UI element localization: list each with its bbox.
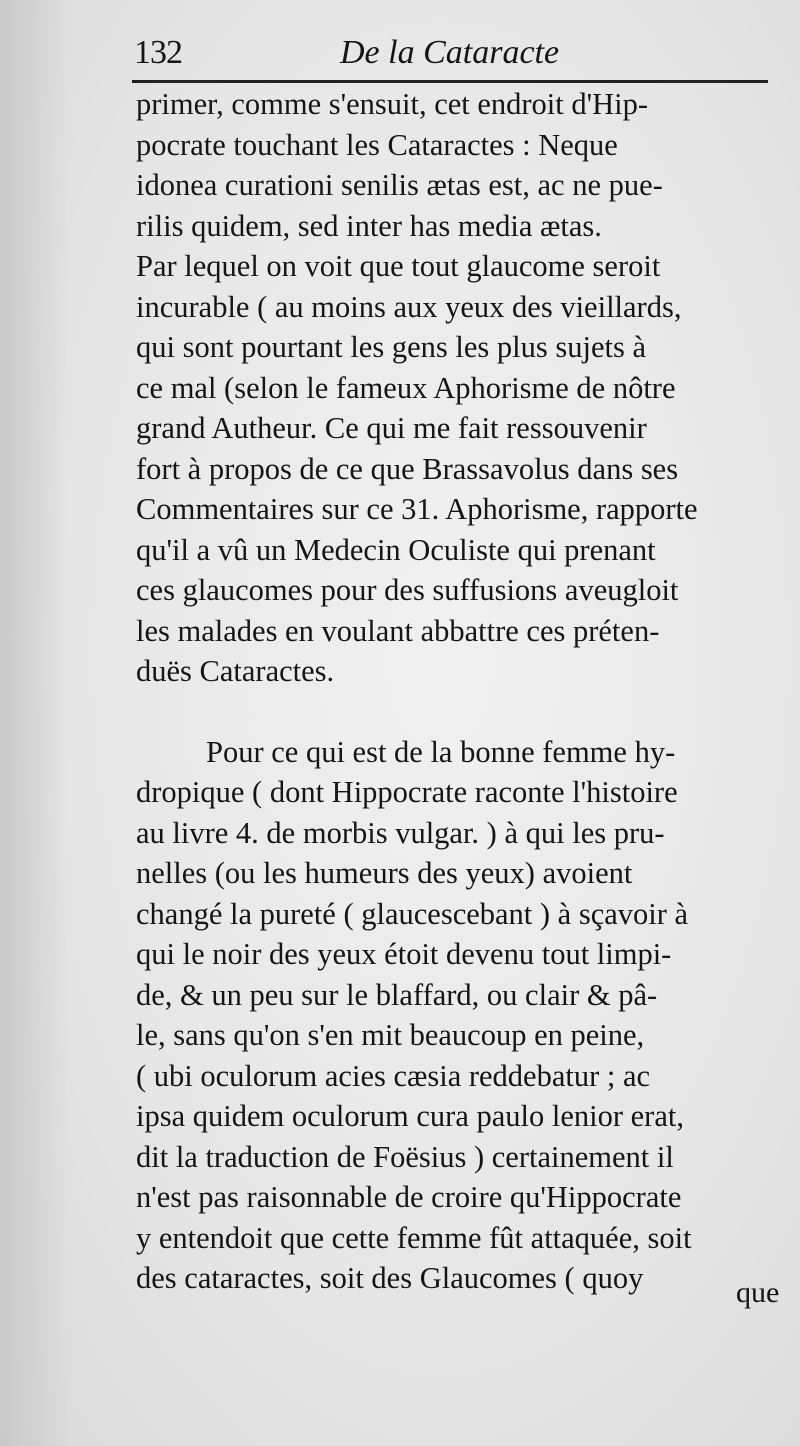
text-line: des cataractes, soit des Glaucomes ( quoy: [136, 1261, 644, 1295]
text-line: n'est pas raisonnable de croire qu'Hippocrate: [136, 1180, 682, 1214]
page-gutter-shadow: [0, 0, 70, 1446]
text-line: incurable ( au moins aux yeux des vieillards,: [136, 289, 682, 324]
text-line: changé la pureté ( glaucescebant ) à sçavoir à: [136, 896, 689, 931]
text-line: de, & un peu sur le blaffard, ou clair & pâ-: [136, 977, 658, 1012]
text-block: [136, 84, 776, 1299]
text-line: y entendoit que cette femme fût attaquée, soit: [136, 1220, 692, 1255]
text-line: qu'il a vû un Medecin Oculiste qui prenant: [136, 532, 656, 567]
text-line: fort à propos de ce que Brassavolus dans ses: [136, 451, 679, 486]
text-line: primer, comme s'ensuit, cet endroit d'Hip-: [136, 87, 649, 121]
text-line: Par lequel on voit que tout glaucome seroit: [136, 249, 661, 283]
page-number: 132: [134, 34, 182, 71]
text-line: ces glaucomes pour des suffusions aveugloit: [136, 573, 679, 607]
text-line: rilis quidem, sed inter has media ætas.: [136, 208, 602, 243]
text-line: nelles (ou les humeurs des yeux) avoient: [136, 856, 633, 890]
text-line: les malades en voulant abbattre ces préten-: [136, 613, 660, 648]
text-line: le, sans qu'on s'en mit beaucoup en peine,: [136, 1018, 645, 1052]
text-line: dit la traduction de Foësius ) certainement il: [136, 1139, 674, 1174]
text-line: qui sont pourtant les gens les plus sujets à: [136, 330, 646, 364]
text-line: Pour ce qui est de la bonne femme hy-: [206, 734, 676, 769]
page-header: [134, 30, 770, 74]
text-line: dropique ( dont Hippocrate raconte l'histoire: [136, 775, 678, 809]
text-line: au livre 4. de morbis vulgar. ) à qui les pru-: [136, 815, 665, 850]
paragraph-gap: [136, 692, 776, 732]
text-line: idonea curationi senilis ætas est, ac ne pue-: [136, 168, 663, 202]
running-title: De la Cataracte: [340, 34, 560, 71]
catchword: que: [736, 1276, 780, 1309]
text-line: ipsa quidem oculorum cura paulo lenior erat,: [136, 1099, 684, 1133]
header-rule: [132, 80, 768, 83]
text-line: pocrate touchant les Cataractes : Neque: [136, 127, 618, 162]
text-line: grand Autheur. Ce qui me fait ressouvenir: [136, 411, 647, 445]
text-line: ce mal (selon le fameux Aphorisme de nôtre: [136, 370, 676, 405]
text-line: duës Cataractes.: [136, 654, 335, 688]
text-line: Commentaires sur ce 31. Aphorisme, rapporte: [136, 492, 698, 526]
text-line: ( ubi oculorum acies cæsia reddebatur ; ac: [136, 1058, 651, 1093]
text-line: qui le noir des yeux étoit devenu tout limpi-: [136, 937, 672, 971]
